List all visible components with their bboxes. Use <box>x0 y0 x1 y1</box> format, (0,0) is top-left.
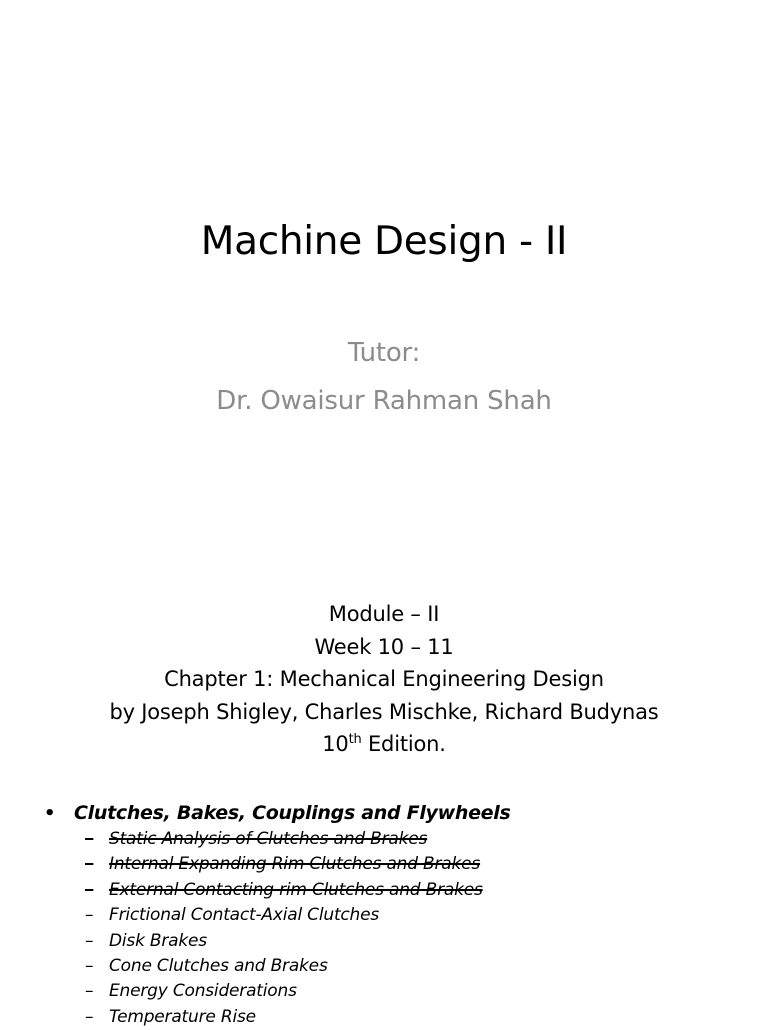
subtopic-item <box>85 852 483 877</box>
topic-heading-text: Clutches, Bakes, Couplings and Flywheels <box>74 802 511 824</box>
subtopic-item <box>85 1005 483 1030</box>
slide-title: Machine Design - II <box>200 219 568 264</box>
topic-heading <box>44 797 511 829</box>
subtopic-text: External Contacting rim Clutches and Brakes <box>109 879 483 900</box>
subtopic-text: Internal Expanding Rim Clutches and Brakes <box>109 854 481 875</box>
dash-icon: – <box>85 829 94 849</box>
subtopic-item <box>85 929 483 954</box>
edition-line <box>0 728 768 765</box>
tutor-name: Dr. Owaisur Rahman Shah <box>216 386 552 416</box>
week-line: Week 10 – 11 <box>314 634 454 659</box>
dash-icon: – <box>85 981 94 1002</box>
subtopic-list <box>85 827 483 1030</box>
dash-icon: – <box>85 879 94 900</box>
dash-icon: – <box>85 905 94 926</box>
dash-icon: – <box>85 955 94 976</box>
module-line: Module – II <box>328 602 440 626</box>
subtopic-item <box>85 827 483 852</box>
authors-line: by Joseph Shigley, Charles Mischke, Richard Budynas <box>109 699 659 724</box>
subtopic-text: Temperature Rise <box>109 1006 256 1027</box>
subtopic-text: Energy Considerations <box>109 981 297 1002</box>
tutor-label: Tutor: <box>347 338 421 368</box>
dash-icon: – <box>85 930 94 951</box>
chapter-line: Chapter 1: Mechanical Engineering Design <box>164 667 604 691</box>
dash-icon: – <box>85 854 94 875</box>
subtopic-text: Cone Clutches and Brakes <box>109 955 328 976</box>
subtopic-text: Frictional Contact-Axial Clutches <box>109 905 380 926</box>
subtopic-item <box>85 903 483 928</box>
subtopic-text: Disk Brakes <box>109 930 207 951</box>
edition-number: 10 <box>322 732 349 756</box>
subtopic-item <box>85 979 483 1004</box>
module-info <box>0 598 768 765</box>
subtopic-item <box>85 954 483 979</box>
bullet-icon: • <box>44 803 56 824</box>
dash-icon: – <box>85 1006 94 1027</box>
edition-text: Edition. <box>361 732 446 756</box>
subtopic-text: Static Analysis of Clutches and Brakes <box>109 829 428 849</box>
subtopic-item <box>85 878 483 903</box>
edition-superscript: th <box>348 732 362 747</box>
